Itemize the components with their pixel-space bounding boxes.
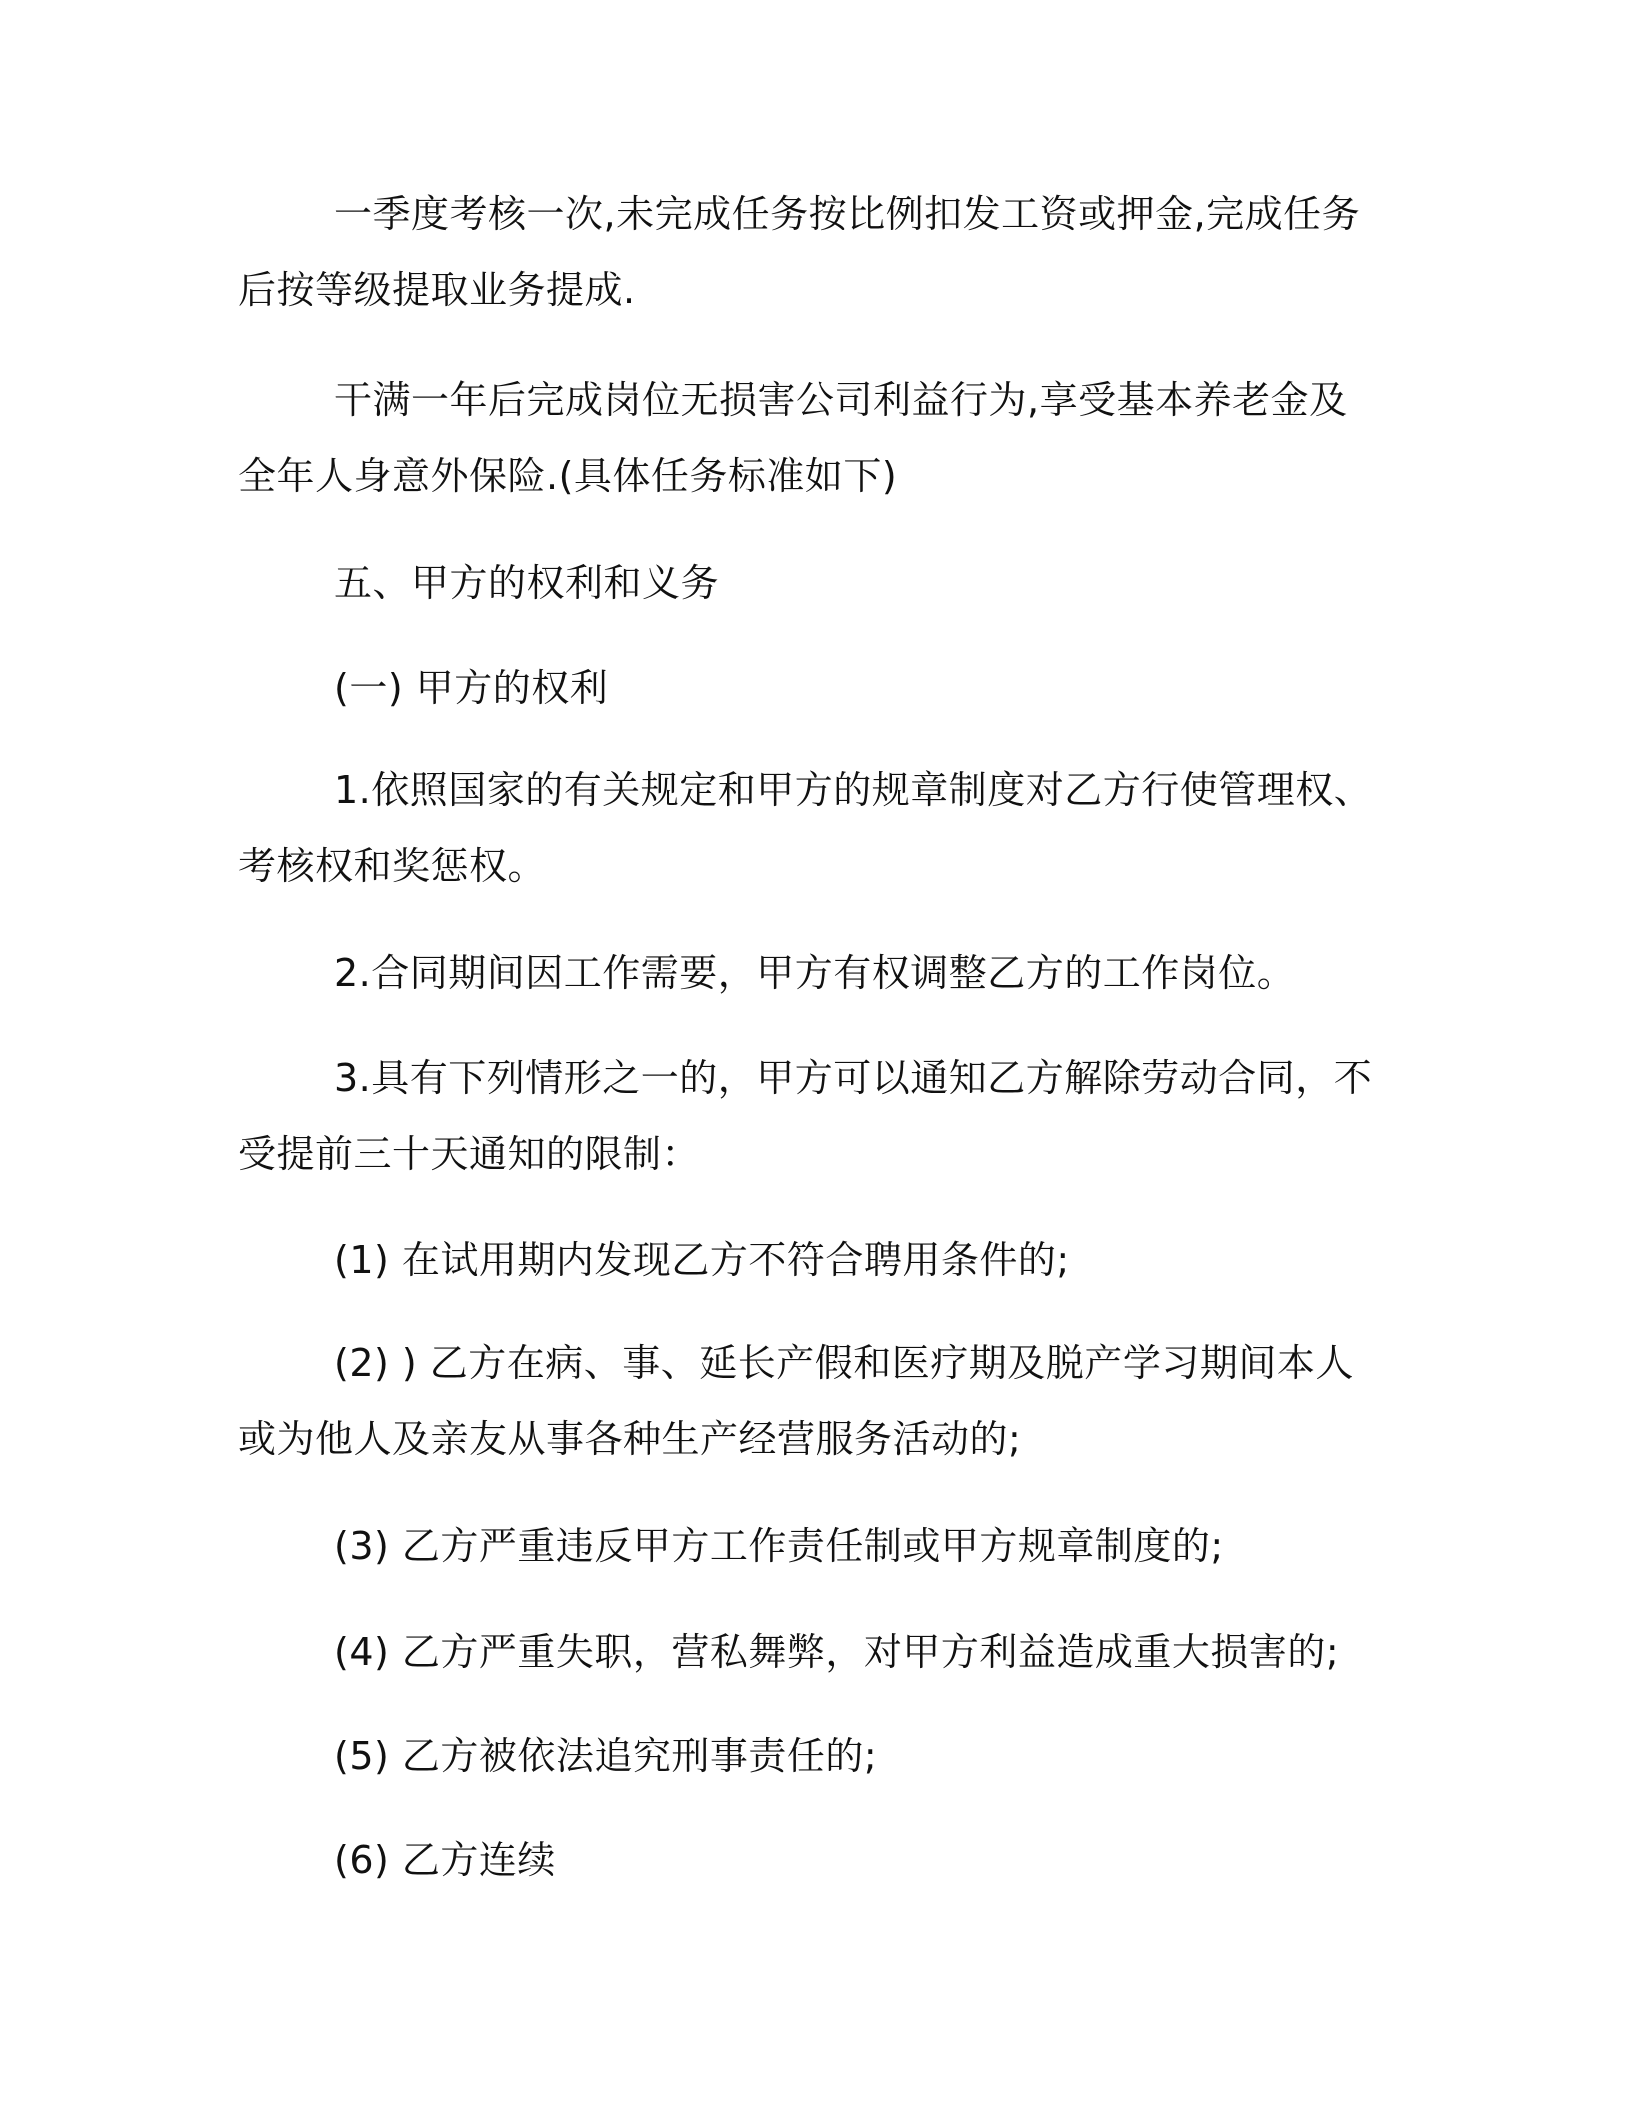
list-item-3: (3) 乙方严重违反甲方工作责任制或甲方规章制度的; — [334, 1524, 1224, 1568]
list-item-1: (1) 在试用期内发现乙方不符合聘用条件的; — [334, 1238, 1070, 1282]
subsection-heading-party-a-rights: (一) 甲方的权利 — [334, 666, 609, 710]
list-item-6: (6) 乙方连续 — [334, 1838, 556, 1882]
list-item-5: (5) 乙方被依法追究刑事责任的; — [334, 1734, 878, 1778]
paragraph-quarterly-assessment: 一季度考核一次,未完成任务按比例扣发工资或押金,完成任务后按等级提取业务提成. — [238, 192, 1361, 312]
paragraph-item-3: 3.具有下列情形之一的，甲方可以通知乙方解除劳动合同，不受提前三十天通知的限制： — [238, 1056, 1373, 1176]
list-item-2: (2) ) 乙方在病、事、延长产假和医疗期及脱产学习期间本人或为他人及亲友从事各种生产经营服务活动的; — [238, 1341, 1354, 1461]
paragraph-annual-benefits: 干满一年后完成岗位无损害公司利益行为,享受基本养老金及全年人身意外保险.(具体任务标准如下) — [238, 378, 1348, 498]
section-heading-party-a-rights-duties: 五、甲方的权利和义务 — [334, 561, 720, 605]
list-item-4: (4) 乙方严重失职，营私舞弊，对甲方利益造成重大损害的; — [334, 1630, 1340, 1674]
paragraph-item-2: 2.合同期间因工作需要，甲方有权调整乙方的工作岗位。 — [334, 951, 1296, 995]
paragraph-item-1: 1.依照国家的有关规定和甲方的规章制度对乙方行使管理权、考核权和奖惩权。 — [238, 768, 1373, 888]
